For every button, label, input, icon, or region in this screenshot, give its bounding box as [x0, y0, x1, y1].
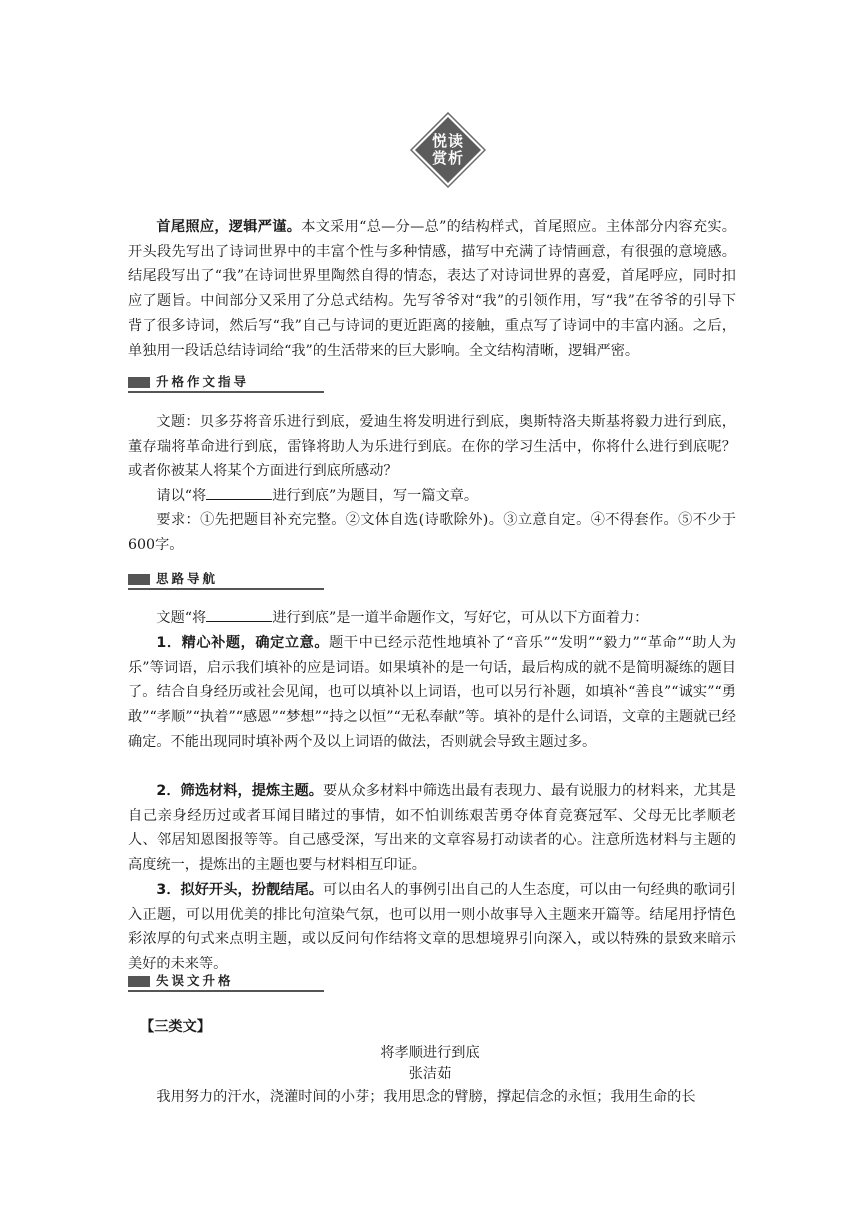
section-title: 思路导航	[156, 571, 219, 586]
point-text: 要从众多材料中筛选出最有表现力、最有说服力的材料来，尤其是自己亲身经历过或者耳闻目睹过的事情，如不怕训练艰苦勇夺体育竞赛冠军、父母无比孝顺老人、邻居知恩图报等等。自己感受深，写出来的文章容易打动读者的心。注意所选材料与主题的高度统一，提炼出的主题也要与材料相互印证。	[128, 783, 736, 874]
point-lead: 2．筛选材料，提炼主题。	[156, 783, 323, 799]
badge-line-1: 悦读	[431, 132, 464, 150]
section-header-guide	[128, 371, 324, 393]
sample-tag: 【三类文】	[140, 1019, 211, 1035]
thinking-point-3	[128, 878, 736, 977]
section-underline	[128, 990, 324, 992]
intro-prefix: 文题“将	[156, 610, 207, 626]
analysis-lead: 首尾照应，逻辑严谨。	[156, 219, 302, 235]
point-text: 可以由名人的事例引出自己的人生态度，可以由一句经典的歌词引入正题，可以用优美的排比句渲染气氛，也可以用一则小故事导入主题来开篇等。结尾用抒情色彩浓厚的句式来点明主题，或以反问句作结将文章的思想境界引向深入，或以特殊的景致来暗示美好的未来等。	[128, 882, 736, 973]
title-blank	[206, 607, 272, 622]
intro-suffix: 进行到底”是一道半命题作文，写好它，可从以下方面着力：	[272, 610, 649, 626]
section-underline	[128, 391, 324, 393]
instruction-prefix: 请以“将	[156, 488, 207, 504]
sample-title: 将孝顺进行到底	[380, 1045, 480, 1061]
instruction-suffix: 进行到底”为题目，写一篇文章。	[272, 488, 479, 504]
badge-line-2: 赏析	[431, 149, 464, 167]
point-text: 题干中已经示范性地填补了“音乐”“发明”“毅力”“革命”“助人为乐”等词语，启示我们填补的应是词语。如果填补的是一句话，最后构成的就不是简明凝练的题目了。结合自身经历或社会见闻，也可以填补以上词语，也可以另行补题，如填补“善良”“诚实”“勇敢”“孝顺”“执着”“感恩”“梦想”“持之以恒”“无私奉献”等。填补的是什么词语，文章的主题就已经确定。不能出现同时填补两个及以上词语的做法，否则就会导致主题过多。	[128, 635, 737, 750]
prompt-topic: 文题：贝多芬将音乐进行到底，爱迪生将发明进行到底，奥斯特洛夫斯基将毅力进行到底，董存瑞将革命进行到底，雷锋将助人为乐进行到底。在你的学习生活中，你将什么进行到底呢？或者你被某人将某个方面进行到底所感动？	[128, 414, 736, 480]
section-marker	[128, 377, 150, 388]
sample-author: 张洁茹	[408, 1066, 452, 1082]
reading-badge	[410, 112, 486, 188]
thinking-point-2	[128, 779, 736, 878]
badge-label	[410, 112, 486, 188]
section-header-upgrade	[128, 970, 324, 992]
title-blank	[206, 485, 272, 500]
prompt-instruction	[128, 484, 736, 509]
point-lead: 1．精心补题，确定立意。	[156, 635, 330, 651]
thinking-intro	[128, 606, 736, 631]
thinking-point-1	[128, 631, 736, 755]
analysis-text: 本文采用“总—分—总”的结构样式，首尾照应。主体部分内容充实。开头段先写出了诗词世界中的丰富个性与多种情感，描写中充满了诗情画意，有很强的意境感。结尾段写出了“我”在诗词世界里陶然自得的情态，表达了对诗词世界的喜爱，首尾呼应，同时扣应了题旨。中间部分又采用了分总式结构。先写爷爷对“我”的引领作用，写“我”在爷爷的引导下背了很多诗词，然后写“我”自己与诗词的更近距离的接触，重点写了诗词中的丰富内涵。之后，单独用一段话总结诗词给“我”的生活带来的巨大影响。全文结构清晰，逻辑严密。	[128, 219, 736, 359]
section-title: 升格作文指导	[156, 374, 250, 389]
section-marker	[128, 574, 150, 585]
section-marker	[128, 976, 150, 987]
section-underline	[128, 588, 324, 590]
point-lead: 3．拟好开头，扮靓结尾。	[156, 882, 323, 898]
section-header-thinking	[128, 568, 324, 590]
section-title: 失误文升格	[156, 973, 234, 988]
prompt-requirements: 要求：①先把题目补充完整。②文体自选(诗歌除外)。③立意自定。④不得套作。⑤不少于600字。	[128, 512, 736, 553]
sample-first-line: 我用努力的汗水，浇灌时间的小芽；我用思念的臂膀，撑起信念的永恒；我用生命的长	[156, 1089, 696, 1105]
analysis-paragraph	[128, 215, 736, 363]
